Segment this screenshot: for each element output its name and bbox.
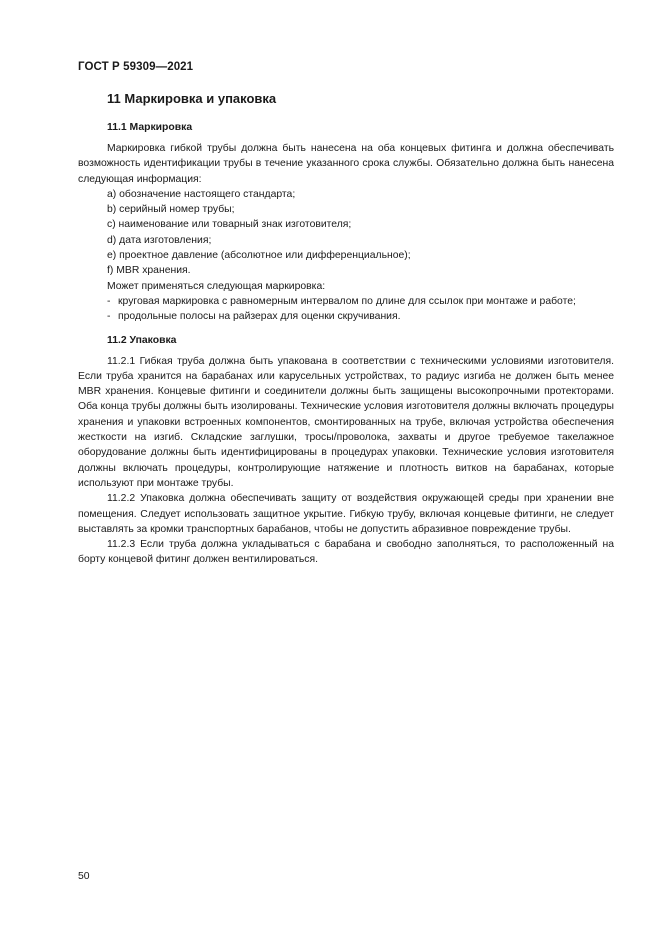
section-heading: 11 Маркировка и упаковка: [107, 91, 277, 106]
subsection-heading-packaging: 11.2 Упаковка: [107, 334, 177, 346]
marking-list-item: c) наименование или товарный знак изготовителя;: [107, 219, 352, 231]
optional-marking-item: [78, 294, 614, 309]
marking-list-item: b) серийный номер трубы;: [107, 204, 235, 216]
marking-list-item: d) дата изготовления;: [107, 234, 212, 246]
optional-marking-item: [78, 309, 614, 324]
standard-designation: ГОСТ Р 59309—2021: [78, 61, 194, 73]
packaging-paragraph: 11.2.1 Гибкая труба должна быть упакована в соответствии с техническими условиями изготовителя. Если труба хранится на барабанах или карусельных устройствах, то радиус изгиба не должен быть менее MBR хранения. Концевые фитинги и соединители должны быть защищены высокопрочными протекторами. Оба конца трубы должны быть изолированы. Технические условия изготовителя должны включать процедуры хранения и упаковки встроенных компонентов, смонтированных на трубе, включая устройства обеспечения жесткости на изгиб. Складские заглушки, тросы/проволока, захваты и другое требуемое такелажное оборудование должны быть идентифицированы в процедурах упаковки. Технические условия изготовителя должны включать процедуры, контролирующие натяжение и плотность витков на барабанах, которые используют при монтаже трубы.: [78, 355, 614, 489]
optional-marking-item-text: круговая маркировка с равномерным интервалом по длине для ссылок при монтаже и работе;: [118, 295, 576, 307]
page-number: 50: [78, 871, 90, 882]
subsection-heading-marking: 11.1 Маркировка: [107, 122, 193, 133]
packaging-paragraph: 11.2.2 Упаковка должна обеспечивать защиту от воздействия окружающей среды при хранении вне помещения. Следует использовать защитное укрытие. Гибкую трубу, включая концевые фитинги, не следует выставлять за кромки транспортных барабанов, чтобы не допустить абразивное повреждение трубы.: [78, 493, 614, 535]
marking-list-item: e) проектное давление (абсолютное или дифференциальное);: [107, 250, 411, 262]
page-content: [78, 90, 614, 568]
marking-list-item: a) обозначение настоящего стандарта;: [107, 188, 296, 200]
optional-marking-item-text: продольные полосы на райзерах для оценки скручивания.: [118, 311, 401, 323]
packaging-paragraph: 11.2.3 Если труба должна укладываться с барабана и свободно заполняться, то расположенный на борту концевой фитинг должен вентилироваться.: [78, 539, 614, 566]
marking-intro-paragraph: Маркировка гибкой трубы должна быть нанесена на оба концевых фитинга и должна обеспечивать возможность идентификации трубы в течение указанного срока службы. Обязательно должна быть нанесена следующая информация:: [78, 143, 614, 185]
marking-list-item: f) MBR хранения.: [107, 265, 191, 277]
dash-bullet: -: [107, 295, 111, 307]
dash-bullet: -: [107, 311, 111, 323]
optional-marking-intro: Может применяться следующая маркировка:: [107, 280, 326, 292]
